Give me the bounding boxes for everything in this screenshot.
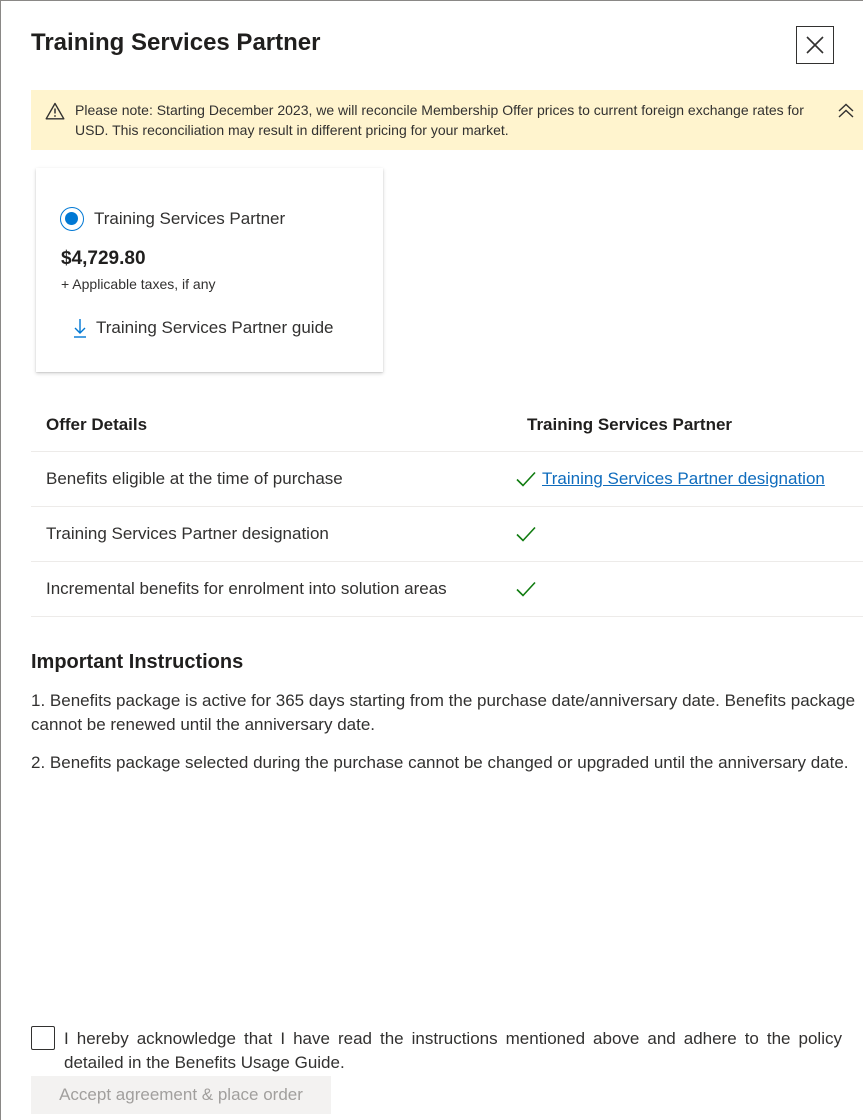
offer-card[interactable] [36, 168, 383, 372]
row-value [515, 507, 542, 561]
warning-icon [45, 102, 65, 120]
chevron-double-up-icon[interactable] [836, 101, 856, 121]
row-label: Training Services Partner designation [46, 524, 329, 543]
notice-text: Please note: Starting December 2023, we will reconcile Membership Offer prices to current foreign exchange rates for USD. This reconciliation may result in different pricing for your market. [75, 102, 804, 138]
instruction-item-2: 2. Benefits package selected during the purchase cannot be changed or upgraded until the anniversary date. [31, 753, 849, 772]
exchange-rate-notice [31, 90, 863, 150]
close-button[interactable] [796, 26, 834, 64]
offer-price: $4,729.80 [61, 248, 146, 269]
table-row [31, 452, 863, 507]
guide-download-link[interactable] [72, 318, 334, 338]
guide-link-label[interactable]: Training Services Partner guide [96, 318, 334, 337]
offer-radio[interactable] [60, 207, 84, 231]
table-header-row [31, 398, 863, 452]
tax-note: + Applicable taxes, if any [61, 276, 216, 292]
dialog-title: Training Services Partner [31, 29, 321, 56]
offer-details-table [31, 398, 863, 617]
acknowledge-label[interactable]: I hereby acknowledge that I have read the instructions mentioned above and adhere to the policy detailed in the Benefits Usage Guide. [64, 1029, 842, 1072]
acknowledge-checkbox[interactable] [31, 1026, 55, 1050]
instructions-title: Important Instructions [31, 651, 244, 673]
designation-link[interactable]: Training Services Partner designation [542, 469, 825, 488]
checkmark-icon [515, 525, 537, 543]
radio-selected-dot [65, 212, 78, 225]
table-row [31, 507, 863, 562]
row-label: Incremental benefits for enrolment into solution areas [46, 579, 447, 598]
checkmark-icon [515, 470, 537, 488]
download-icon [72, 318, 88, 338]
accept-place-order-button[interactable]: Accept agreement & place order [31, 1076, 331, 1114]
column-header-offer-details: Offer Details [46, 414, 148, 434]
row-value [515, 562, 542, 616]
offer-option-label[interactable]: Training Services Partner [94, 209, 286, 228]
row-label: Benefits eligible at the time of purchase [46, 469, 343, 488]
close-icon [806, 36, 824, 54]
table-row [31, 562, 863, 617]
checkmark-icon [515, 580, 537, 598]
instruction-item-1: 1. Benefits package is active for 365 days starting from the purchase date/anniversary date. Benefits package cannot be renewed until the anniversary date. [31, 691, 856, 734]
row-value [515, 452, 825, 506]
column-header-plan: Training Services Partner [527, 414, 733, 434]
